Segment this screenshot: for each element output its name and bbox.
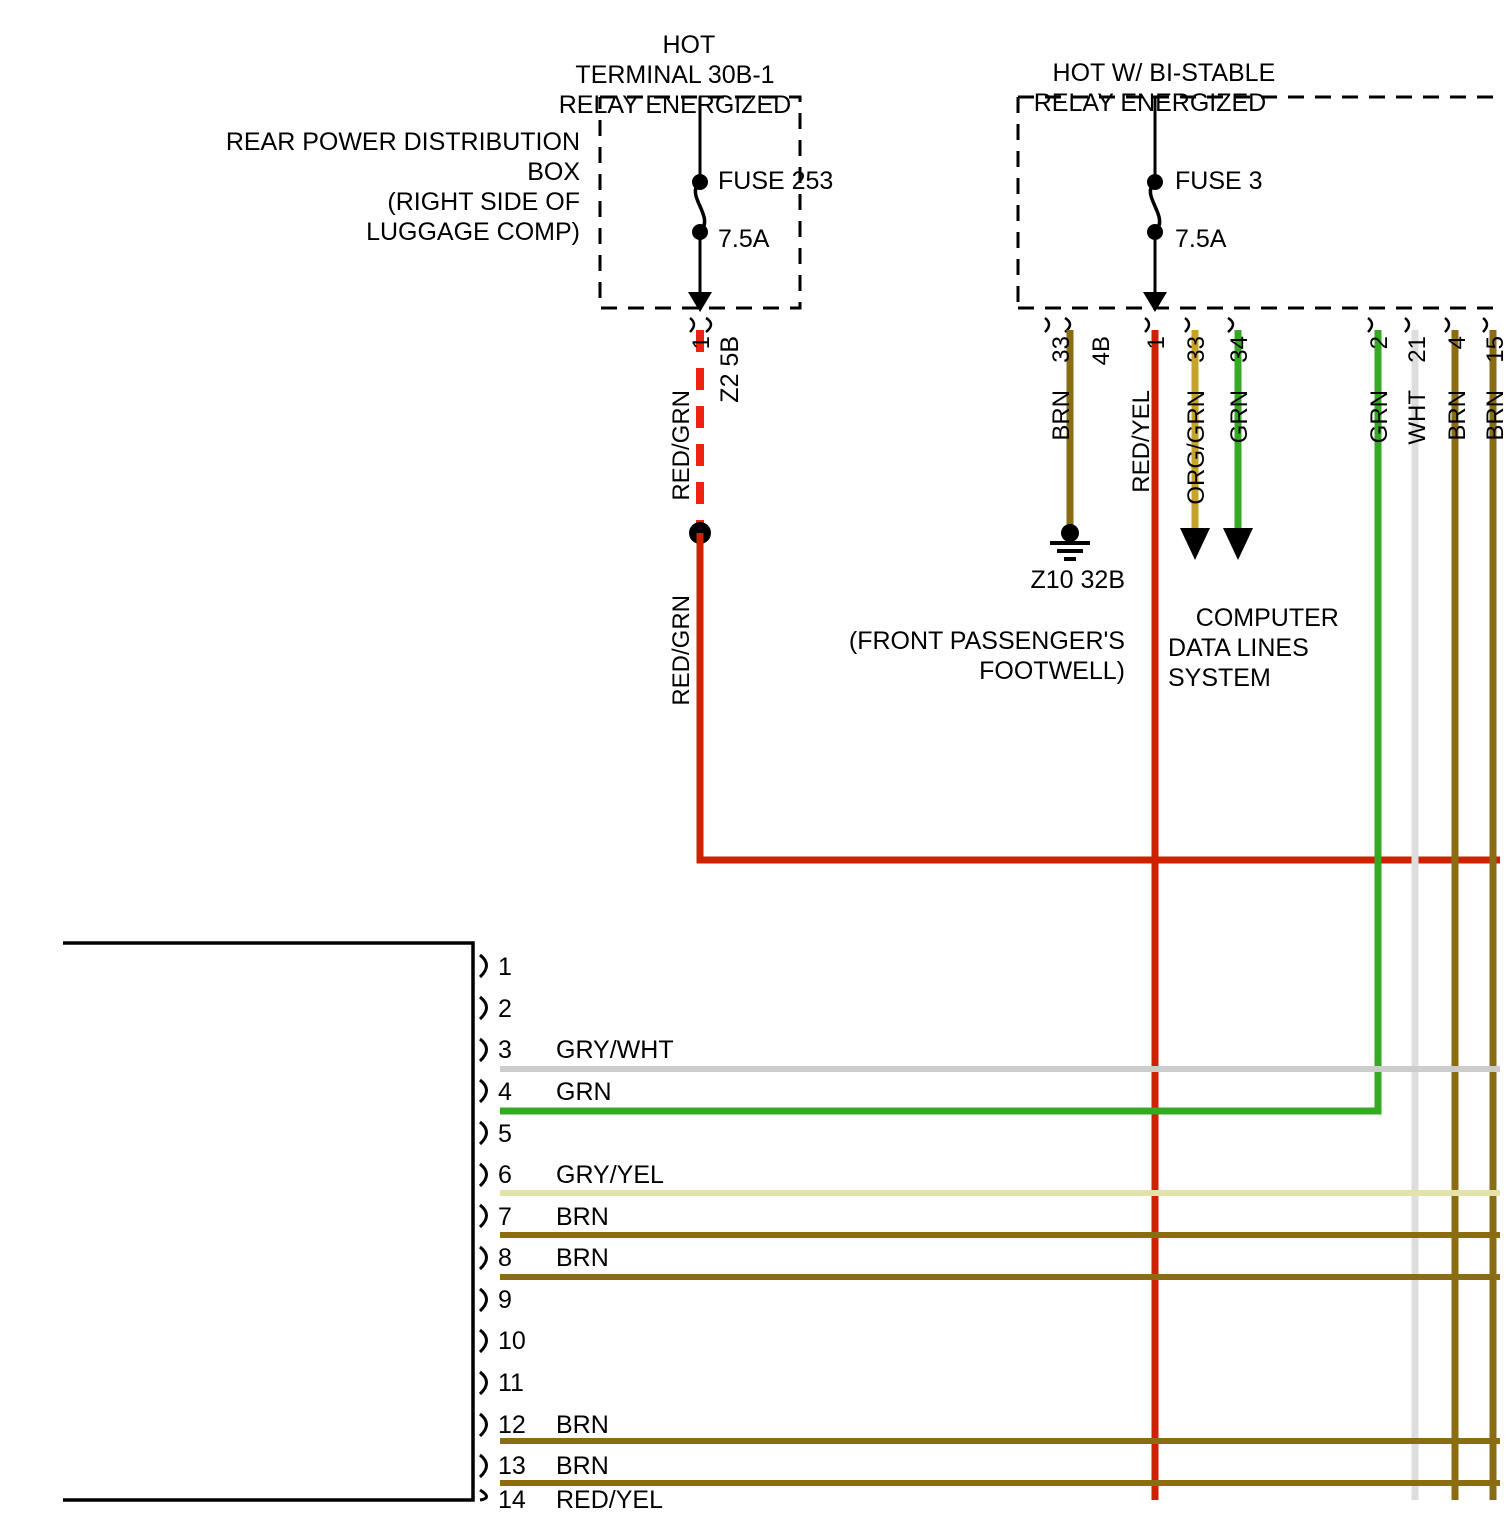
pin-number-33b: 33: [1183, 336, 1210, 363]
hot-right-header: HOT W/ BI-STABLE RELAY ENERGIZED: [1033, 59, 1276, 117]
fuse-253-name: FUSE 253: [718, 167, 834, 195]
pin-hook-15: [1483, 318, 1487, 332]
pin-hook-34: [1228, 318, 1233, 332]
module-outline: [63, 943, 473, 1500]
connector-pin-label-14: RED/YEL: [556, 1486, 663, 1514]
pin-number-1-left: 1: [688, 336, 715, 350]
pin-number-2: 2: [1366, 336, 1393, 350]
org-grn-arrow: [1180, 528, 1210, 560]
pin-number-15: 15: [1482, 336, 1509, 363]
pin-hook-33: [1045, 318, 1049, 332]
wire-label-brn-15: BRN: [1482, 390, 1509, 441]
connector-pin-label-13: BRN: [556, 1452, 609, 1480]
pin-hook-4b: [1065, 318, 1070, 332]
connector-pin-number-13: 13: [498, 1452, 526, 1480]
wire-label-red-yel: RED/YEL: [1128, 390, 1155, 493]
connector-pin-label-6: GRY/YEL: [556, 1161, 664, 1189]
connector-pin-label-12: BRN: [556, 1411, 609, 1439]
wire-label-grn-2: GRN: [1366, 390, 1393, 444]
connector-pin-label-4: GRN: [556, 1078, 612, 1106]
connector-pin-number-1: 1: [498, 953, 512, 981]
fuse-3-name: FUSE 3: [1175, 167, 1263, 195]
splice-label: Z2 5B: [716, 336, 744, 403]
connector-pin-number-11: 11: [498, 1369, 524, 1397]
connector-pin-label-3: GRY/WHT: [556, 1036, 674, 1064]
pin-hook-2: [1368, 318, 1372, 332]
pin-hook-21: [1405, 318, 1409, 332]
fuse-3-rating: 7.5A: [1175, 225, 1227, 253]
connector-pin-label-8: BRN: [556, 1244, 609, 1272]
wire-label-red-grn-mid: RED/GRN: [668, 595, 695, 706]
connector-pin-number-7: 7: [498, 1203, 512, 1231]
ground-node: [1061, 524, 1079, 542]
pin-hook-4: [1445, 318, 1449, 332]
destination-label: COMPUTER DATA LINES SYSTEM: [1168, 604, 1339, 692]
connector-pin-label-7: BRN: [556, 1203, 609, 1231]
pin-number-21: 21: [1404, 336, 1431, 363]
connector-pin-number-4: 4: [498, 1078, 512, 1106]
pin-hook-33b: [1185, 318, 1189, 332]
connector-pin-number-6: 6: [498, 1161, 512, 1189]
connector-pin-number-3: 3: [498, 1036, 512, 1064]
connector-pin-number-9: 9: [498, 1286, 512, 1314]
wire-label-wht: WHT: [1404, 390, 1431, 445]
ground-location-label: (FRONT PASSENGER'S FOOTWELL): [848, 627, 1125, 685]
wire-label-grn-34: GRN: [1226, 390, 1253, 444]
pin-number-4: 4: [1444, 336, 1471, 350]
pin-hook-1b: [1145, 318, 1149, 332]
wire-label-brn-4: BRN: [1444, 390, 1471, 441]
wire-label-red-grn-top: RED/GRN: [668, 390, 695, 501]
pin-number-34: 34: [1226, 336, 1253, 363]
hot-left-header: HOT TERMINAL 30B-1 RELAY ENERGIZED: [558, 31, 792, 119]
connector-pin-number-8: 8: [498, 1244, 512, 1272]
pin-number-4b: 4B: [1088, 336, 1115, 366]
connector-pin-number-10: 10: [498, 1327, 526, 1355]
ground-id-label: Z10 32B: [1030, 566, 1125, 594]
wire-label-brn: BRN: [1048, 390, 1075, 441]
pin-number-33: 33: [1048, 336, 1075, 363]
wire-label-org-grn: ORG/GRN: [1183, 390, 1210, 505]
grn-34-arrow: [1223, 528, 1253, 560]
connector-pin-number-12: 12: [498, 1411, 526, 1439]
connector-pin-hooks: [480, 955, 487, 1500]
pin-hook-z2: [706, 318, 711, 332]
fuse-253-rating: 7.5A: [718, 225, 770, 253]
connector-pin-number-2: 2: [498, 995, 512, 1023]
pin-number-1-right: 1: [1143, 336, 1170, 350]
pin-hook-1: [690, 318, 694, 332]
connector-pin-number-5: 5: [498, 1120, 512, 1148]
connector-pin-number-14: 14: [498, 1486, 526, 1514]
rear-power-distribution-box-label: REAR POWER DISTRIBUTION BOX (RIGHT SIDE OF LUGGAGE COMP): [225, 128, 580, 246]
